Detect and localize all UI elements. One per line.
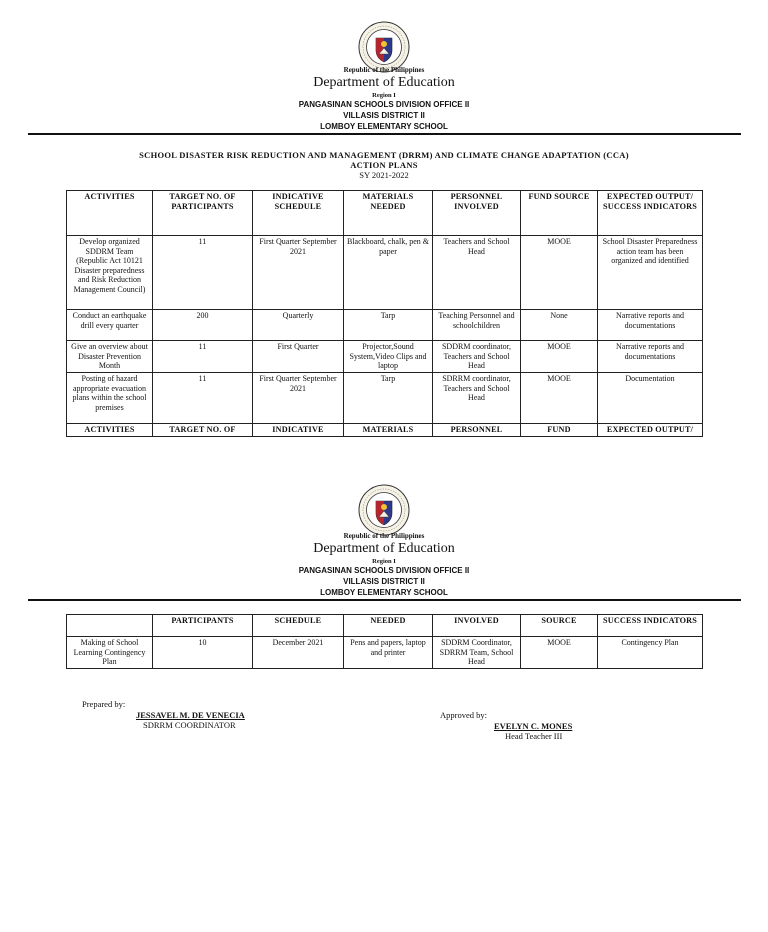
cell-schedule: Quarterly bbox=[253, 310, 344, 341]
cell-participants: 200 bbox=[153, 310, 253, 341]
cell-expected-output: School Disaster Preparedness action team has been organized and identified bbox=[598, 236, 703, 310]
cell-fund-source: MOOE bbox=[521, 236, 598, 310]
prepared-by-title: SDRRM COORDINATOR bbox=[143, 720, 236, 730]
header-fund-source: SOURCE bbox=[521, 615, 598, 637]
cell-schedule: First Quarter September 2021 bbox=[253, 373, 344, 424]
deped-seal-logo bbox=[358, 484, 410, 536]
approved-by-label: Approved by: bbox=[440, 710, 487, 720]
table-row bbox=[67, 341, 703, 373]
header-personnel: PERSONNEL bbox=[433, 424, 521, 437]
cell-personnel: SDDRM coordinator, Teachers and School Head bbox=[433, 341, 521, 373]
cell-participants: 10 bbox=[153, 637, 253, 669]
school-name: LOMBOY ELEMENTARY SCHOOL bbox=[320, 122, 448, 131]
cell-materials: Tarp bbox=[344, 310, 433, 341]
cell-schedule: December 2021 bbox=[253, 637, 344, 669]
header-schedule: SCHEDULE bbox=[253, 615, 344, 637]
header-expected-output: EXPECTED OUTPUT/ bbox=[598, 424, 703, 437]
table-header-row-cut bbox=[67, 424, 703, 437]
cell-materials: Pens and papers, laptop and printer bbox=[344, 637, 433, 669]
header-activities: ACTIVITIES bbox=[67, 191, 153, 236]
approved-by-title: Head Teacher III bbox=[505, 731, 563, 741]
prepared-by-label: Prepared by: bbox=[82, 699, 126, 709]
header-materials: MATERIALS NEEDED bbox=[344, 191, 433, 236]
cell-participants: 11 bbox=[153, 373, 253, 424]
header-fund-source: FUND SOURCE bbox=[521, 191, 598, 236]
header-personnel: PERSONNEL INVOLVED bbox=[433, 191, 521, 236]
action-plan-table-continued bbox=[66, 614, 703, 669]
header-personnel: INVOLVED bbox=[433, 615, 521, 637]
document-title: SCHOOL DISASTER RISK REDUCTION AND MANAGEMENT (DRRM) AND CLIMATE CHANGE ADAPTATION (CCA) bbox=[139, 150, 629, 160]
school-year: SY 2021-2022 bbox=[359, 170, 409, 180]
header-expected-output: SUCCESS INDICATORS bbox=[598, 615, 703, 637]
prepared-by-name: JESSAVEL M. DE VENECIA bbox=[136, 710, 245, 720]
action-plan-table bbox=[66, 190, 703, 437]
header-materials: MATERIALS bbox=[344, 424, 433, 437]
cell-materials: Projector,Sound System,Video Clips and laptop bbox=[344, 341, 433, 373]
cell-participants: 11 bbox=[153, 341, 253, 373]
cell-activity: Posting of hazard appropriate evacuation plans within the school premises bbox=[67, 373, 153, 424]
division-name: PANGASINAN SCHOOLS DIVISION OFFICE II bbox=[298, 566, 470, 575]
cell-schedule: First Quarter bbox=[253, 341, 344, 373]
region-label: Region I bbox=[372, 558, 396, 565]
document-subtitle: ACTION PLANS bbox=[350, 160, 418, 170]
cell-personnel: SDRRM coordinator, Teachers and School Head bbox=[433, 373, 521, 424]
table-row bbox=[67, 373, 703, 424]
header-expected-output: EXPECTED OUTPUT/ SUCCESS INDICATORS bbox=[598, 191, 703, 236]
cell-expected-output: Narrative reports and documentations bbox=[598, 310, 703, 341]
table-header-row bbox=[67, 615, 703, 637]
cell-materials: Tarp bbox=[344, 373, 433, 424]
cell-schedule: First Quarter September 2021 bbox=[253, 236, 344, 310]
cell-expected-output: Narrative reports and documentations bbox=[598, 341, 703, 373]
table-row bbox=[67, 236, 703, 310]
header-fund-source: FUND bbox=[521, 424, 598, 437]
header-participants: TARGET NO. OF PARTICIPANTS bbox=[153, 191, 253, 236]
cell-personnel: Teachers and School Head bbox=[433, 236, 521, 310]
cell-activity: Develop organized SDDRM Team (Republic Act 10121 Disaster preparedness and Risk Reduction Management Council) bbox=[67, 236, 153, 310]
cell-activity: Making of School Learning Contingency Plan bbox=[67, 637, 153, 669]
cell-personnel: Teaching Personnel and schoolchildren bbox=[433, 310, 521, 341]
cell-materials: Blackboard, chalk, pen & paper bbox=[344, 236, 433, 310]
header-materials: NEEDED bbox=[344, 615, 433, 637]
cell-fund-source: MOOE bbox=[521, 373, 598, 424]
cell-fund-source: None bbox=[521, 310, 598, 341]
cell-fund-source: MOOE bbox=[521, 341, 598, 373]
cell-participants: 11 bbox=[153, 236, 253, 310]
table-row bbox=[67, 637, 703, 669]
header-activities: ACTIVITIES bbox=[67, 424, 153, 437]
cell-activity: Conduct an earthquake drill every quarter bbox=[67, 310, 153, 341]
header-schedule: INDICATIVE SCHEDULE bbox=[253, 191, 344, 236]
approved-by-name: EVELYN C. MONES bbox=[494, 721, 573, 731]
header-schedule: INDICATIVE bbox=[253, 424, 344, 437]
district-name: VILLASIS DISTRICT II bbox=[343, 111, 425, 120]
division-name: PANGASINAN SCHOOLS DIVISION OFFICE II bbox=[298, 100, 470, 109]
cell-personnel: SDDRM Coordinator, SDRRM Team, School Head bbox=[433, 637, 521, 669]
cell-fund-source: MOOE bbox=[521, 637, 598, 669]
header-activities bbox=[67, 615, 153, 637]
cell-expected-output: Contingency Plan bbox=[598, 637, 703, 669]
department-name: Department of Education bbox=[313, 75, 455, 90]
department-name: Department of Education bbox=[313, 541, 455, 556]
cell-expected-output: Documentation bbox=[598, 373, 703, 424]
header-divider bbox=[28, 599, 741, 601]
header-participants: TARGET NO. OF bbox=[153, 424, 253, 437]
republic-label: Republic of the Philippines bbox=[343, 66, 425, 74]
table-row bbox=[67, 310, 703, 341]
header-participants: PARTICIPANTS bbox=[153, 615, 253, 637]
school-name: LOMBOY ELEMENTARY SCHOOL bbox=[320, 588, 448, 597]
cell-activity: Give an overview about Disaster Prevention Month bbox=[67, 341, 153, 373]
district-name: VILLASIS DISTRICT II bbox=[343, 577, 425, 586]
table-header-row bbox=[67, 191, 703, 236]
header-divider bbox=[28, 133, 741, 135]
region-label: Region I bbox=[372, 92, 396, 99]
republic-label: Republic of the Philippines bbox=[343, 532, 425, 540]
